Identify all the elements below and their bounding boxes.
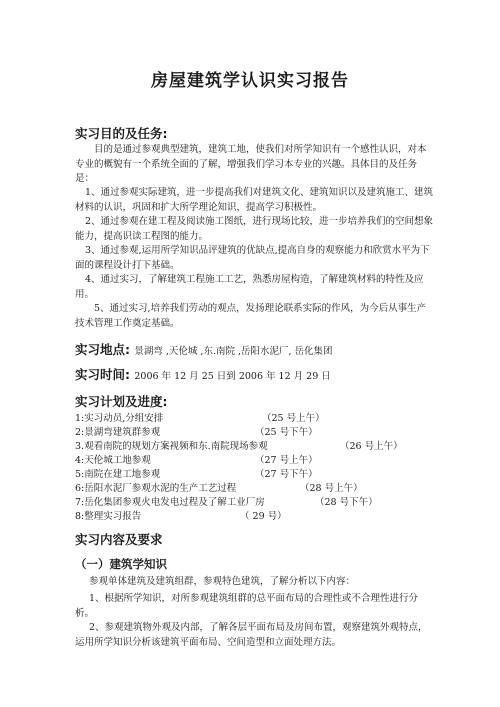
schedule-task: 8:整理实习报告 — [75, 511, 142, 522]
content-intro: 参观单体建筑及建筑组群，参观特色建筑，了解分析以下内容： — [89, 576, 356, 587]
schedule-task: 4:天伦城工地参观 — [75, 455, 151, 466]
schedule-when: （25 号下午） — [255, 427, 318, 438]
section-heading-purpose: 实习目的及任务: — [75, 126, 168, 141]
content-item-1: 1、根据所学知识，对所参观建筑组群的总平面布局的合理性或不合理性进行分析。 — [75, 593, 419, 619]
schedule-task: 7:岳化集团参观火电发电过程及了解工业厂房 — [75, 497, 265, 508]
schedule-task: 1:实习动员,分组安排 — [75, 413, 164, 424]
schedule-task: 3.观看南院的规划方案视频和东.南院现场参观 — [75, 441, 268, 452]
time-row — [75, 365, 331, 383]
purpose-item-3: 3、通过参观,运用所学知识品评建筑的优缺点,提高自身的观察能力和欣赏水平为下面的课程设计打下基础。 — [75, 245, 430, 271]
subsection-heading-architecture: （一）建筑学知识 — [75, 557, 167, 571]
schedule-task: 2:景湖弯建筑群参观 — [75, 427, 161, 438]
time-value: 2006 年 12 月 25 日到 2006 年 12 月 29 日 — [134, 371, 331, 382]
purpose-item-4: 4、通过实习，了解建筑工程施工工艺，熟悉房屋构造，了解建筑材料的特性及应用。 — [75, 274, 424, 300]
schedule-when: （28 号下午） — [315, 497, 378, 508]
page-title: 房屋建筑学认识实习报告 — [151, 71, 349, 91]
purpose-item-5: 5、通过实习,培养我们劳动的观点，发扬理论联系实际的作风，为今后从事生产技术管理工作奠定基础。 — [75, 303, 427, 329]
location-row — [75, 340, 333, 358]
schedule-task: 5:南院在建工地参观 — [75, 469, 161, 480]
schedule-task: 6:岳阳水泥厂参观水泥的生产工艺过程 — [75, 483, 237, 494]
section-heading-content: 实习内容及要求 — [75, 532, 163, 547]
schedule-when: （28 号上午） — [300, 483, 363, 494]
section-heading-schedule: 实习计划及进度: — [75, 394, 168, 409]
schedule-when: （27 号上午） — [255, 455, 318, 466]
location-value: 景湖弯 ,天伦城 ,东.南院 ,岳阳水泥厂, 岳化集团 — [134, 346, 333, 357]
purpose-intro: 目的是通过参观典型建筑，建筑工地，使我们对所学知识有一个感性认识，对本专业的概貌有一个系统全面的了解，增强我们学习本专业的兴趣。具体目的及任务是： — [75, 144, 427, 184]
content-item-2: 2、参观建筑物外观及内部，了解各层平面布局及房间布置，观察建筑外观特点，运用所学知识分析该建筑平面布局、空间造型和立面处理方法。 — [75, 622, 428, 648]
purpose-item-2: 2、通过参观在建工程及阅读施工图纸，进行现场比较，进一步培养我们的空间想象能力，提高识读工程图的能力。 — [75, 216, 434, 242]
schedule-when: （25 号上午） — [262, 413, 325, 424]
time-label: 实习时间: — [75, 367, 130, 382]
schedule-when: （ 29 号） — [240, 511, 287, 522]
schedule-when: （26 号上午） — [340, 441, 403, 452]
schedule-when: （27 号下午） — [255, 469, 318, 480]
location-label: 实习地点: — [75, 342, 130, 357]
purpose-item-1: 1、通过参观实际建筑，进一步提高我们对建筑文化、建筑知识以及建筑施工、建筑材料的认识，巩固和扩大所学理论知识，提高学习积极性。 — [75, 187, 434, 213]
